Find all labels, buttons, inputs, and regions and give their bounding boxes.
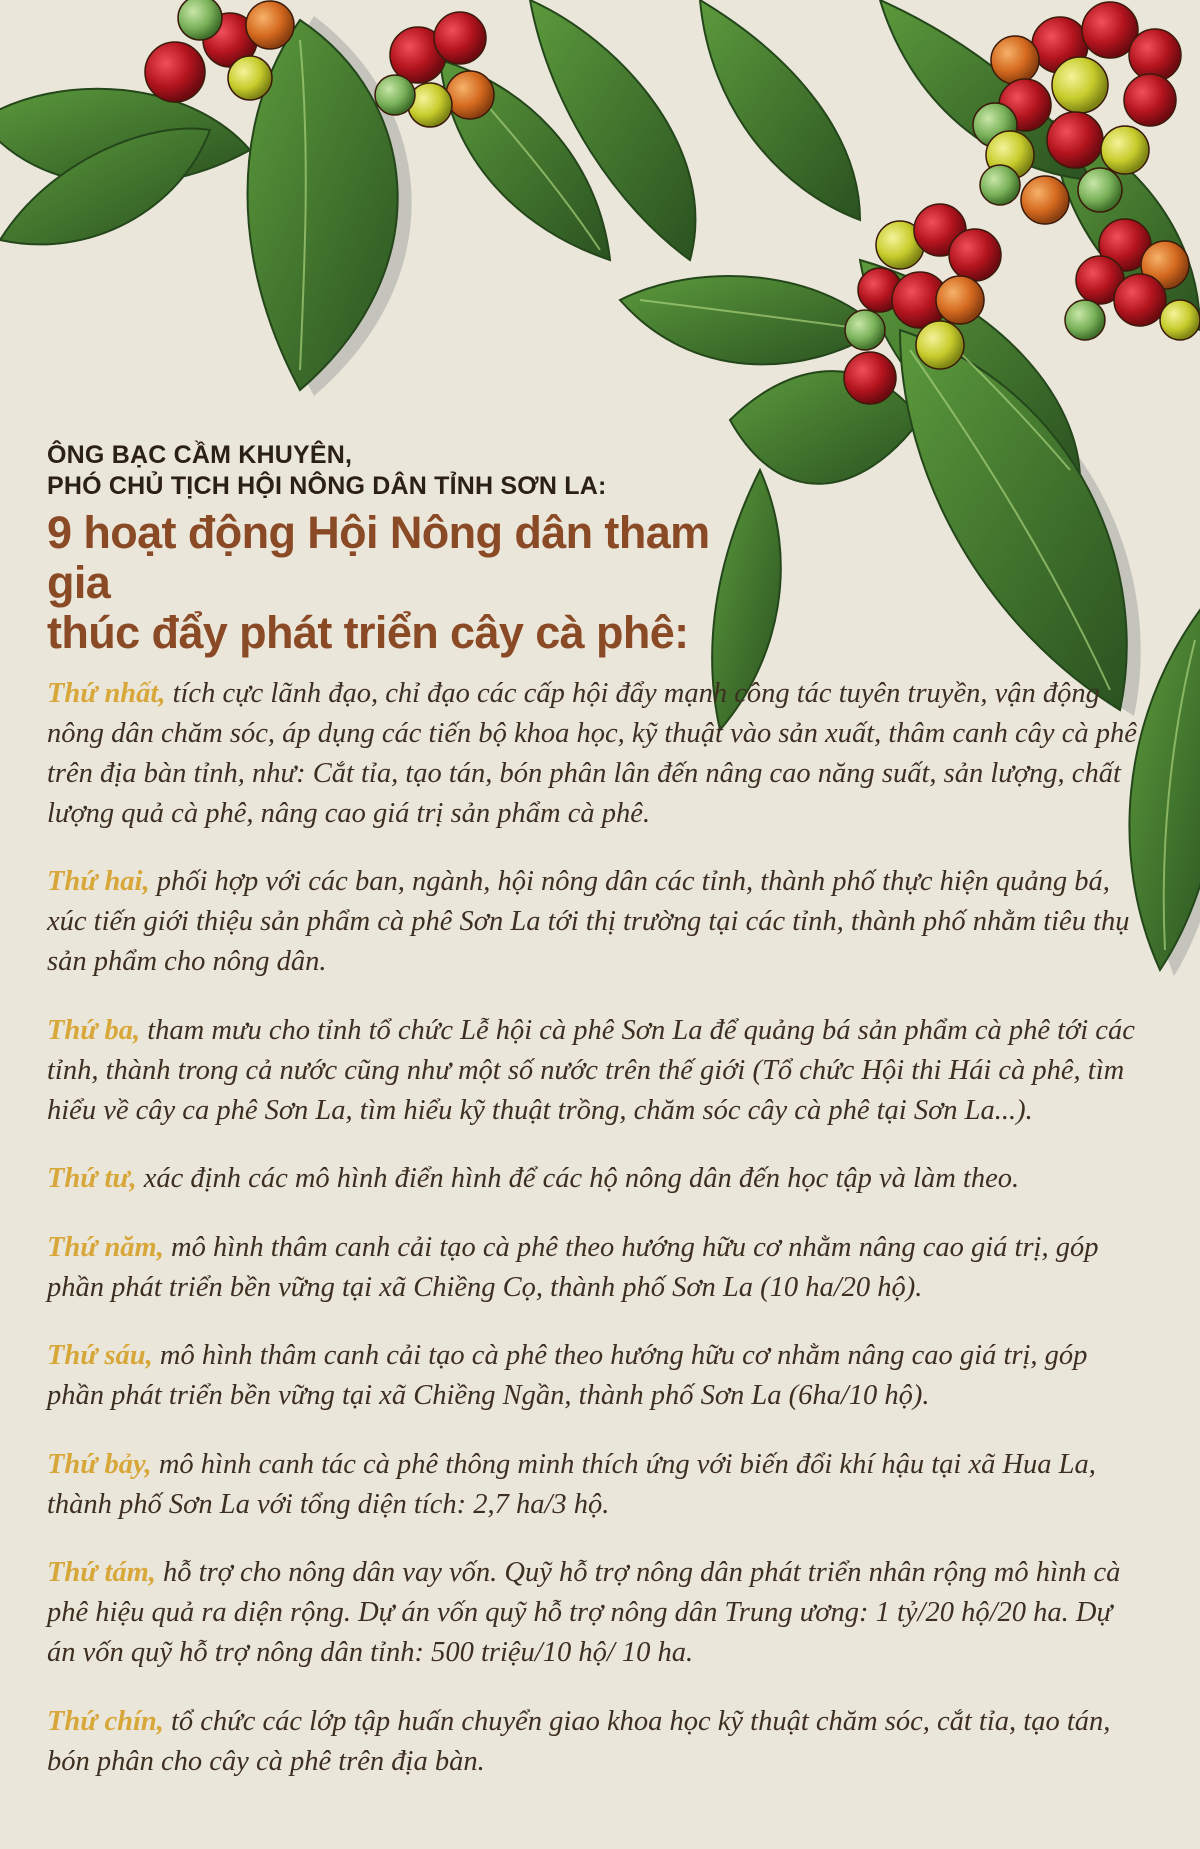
speaker-name: ÔNG BẠC CẦM KHUYÊN, — [47, 441, 353, 469]
activity-lead-2: Thứ hai, — [47, 866, 150, 897]
activity-item-2 — [47, 862, 1147, 982]
speaker-title: PHÓ CHỦ TỊCH HỘI NÔNG DÂN TỈNH SƠN LA: — [47, 472, 607, 500]
activity-lead-6: Thứ sáu, — [47, 1340, 153, 1371]
page-title-line-2: thúc đẩy phát triển cây cà phê: — [47, 607, 689, 658]
activity-text-1: tích cực lãnh đạo, chỉ đạo các cấp hội đẩy mạnh công tác tuyên truyền, vận động nông dân chăm sóc, áp dụng các tiến bộ khoa học, kỹ thuật vào sản xuất, thâm canh cây cà phê trên địa bàn tỉnh, như: Cắt tỉa, tạo tán, bón phân lân đến nâng cao năng suất, sản lượng, chất lượng quả cà phê, nâng cao giá trị sản phẩm cà phê. — [47, 677, 1137, 829]
activity-item-1 — [47, 674, 1147, 834]
activity-list — [47, 645, 1147, 1788]
activity-item-6 — [47, 1336, 1147, 1416]
activity-lead-1: Thứ nhất, — [47, 677, 166, 709]
activity-text-6: mô hình thâm canh cải tạo cà phê theo hướng hữu cơ nhằm nâng cao giá trị, góp phần phát triển bền vững tại xã Chiềng Ngần, thành phố Sơn La (6ha/10 hộ). — [47, 1340, 1088, 1411]
activity-text-2: phối hợp với các ban, ngành, hội nông dân các tỉnh, thành phố thực hiện quảng bá, xúc tiến giới thiệu sản phẩm cà phê Sơn La tới thị trường tại các tỉnh, thành phố nhằm tiêu thụ sản phẩm cho nông dân. — [47, 866, 1130, 977]
activity-lead-3: Thứ ba, — [47, 1014, 141, 1046]
activity-item-9 — [47, 1702, 1147, 1782]
activity-text-3: tham mưu cho tỉnh tổ chức Lễ hội cà phê Sơn La để quảng bá sản phẩm cà phê tới các tỉnh, thành trong cả nước cũng như một số nước trên thế giới (Tổ chức Hội thi Hái cà phê, tìm hiểu về cây ca phê Sơn La, tìm hiểu kỹ thuật trồng, chăm sóc cây cà phê tại Sơn La...). — [47, 1014, 1135, 1126]
activity-text-4: xác định các mô hình điển hình để các hộ nông dân đến học tập và làm theo. — [136, 1163, 1020, 1194]
activity-item-8 — [47, 1553, 1147, 1673]
activity-item-7 — [47, 1445, 1147, 1525]
activity-lead-7: Thứ bảy, — [47, 1448, 152, 1480]
header — [47, 440, 767, 658]
activity-lead-8: Thứ tám, — [47, 1557, 156, 1588]
activity-item-4 — [47, 1159, 1147, 1199]
activity-lead-4: Thứ tư, — [47, 1163, 137, 1194]
activity-text-9: tổ chức các lớp tập huấn chuyển giao khoa học kỹ thuật chăm sóc, cắt tỉa, tạo tán, bón phân cho cây cà phê trên địa bàn. — [47, 1705, 1111, 1777]
activity-item-3 — [47, 1011, 1147, 1131]
activity-lead-9: Thứ chín, — [47, 1705, 164, 1737]
activity-lead-5: Thứ năm, — [47, 1231, 164, 1263]
activity-text-7: mô hình canh tác cà phê thông minh thích ứng với biến đổi khí hậu tại xã Hua La, thành phố Sơn La với tổng diện tích: 2,7 ha/3 hộ. — [47, 1448, 1096, 1520]
activity-item-5 — [47, 1228, 1147, 1308]
activity-text-5: mô hình thâm canh cải tạo cà phê theo hướng hữu cơ nhằm nâng cao giá trị, góp phần phát triển bền vững tại xã Chiềng Cọ, thành phố Sơn La (10 ha/20 hộ). — [47, 1231, 1099, 1303]
page-title — [47, 508, 767, 658]
activity-text-8: hỗ trợ cho nông dân vay vốn. Quỹ hỗ trợ nông dân phát triển nhân rộng mô hình cà phê hiệu quả ra diện rộng. Dự án vốn quỹ hỗ trợ nông dân Trung ương: 1 tỷ/20 hộ/20 ha. Dự án vốn quỹ hỗ trợ nông dân tỉnh: 500 triệu/10 hộ/ 10 ha. — [47, 1557, 1121, 1668]
page-title-line-1: 9 hoạt động Hội Nông dân tham gia — [47, 507, 710, 608]
